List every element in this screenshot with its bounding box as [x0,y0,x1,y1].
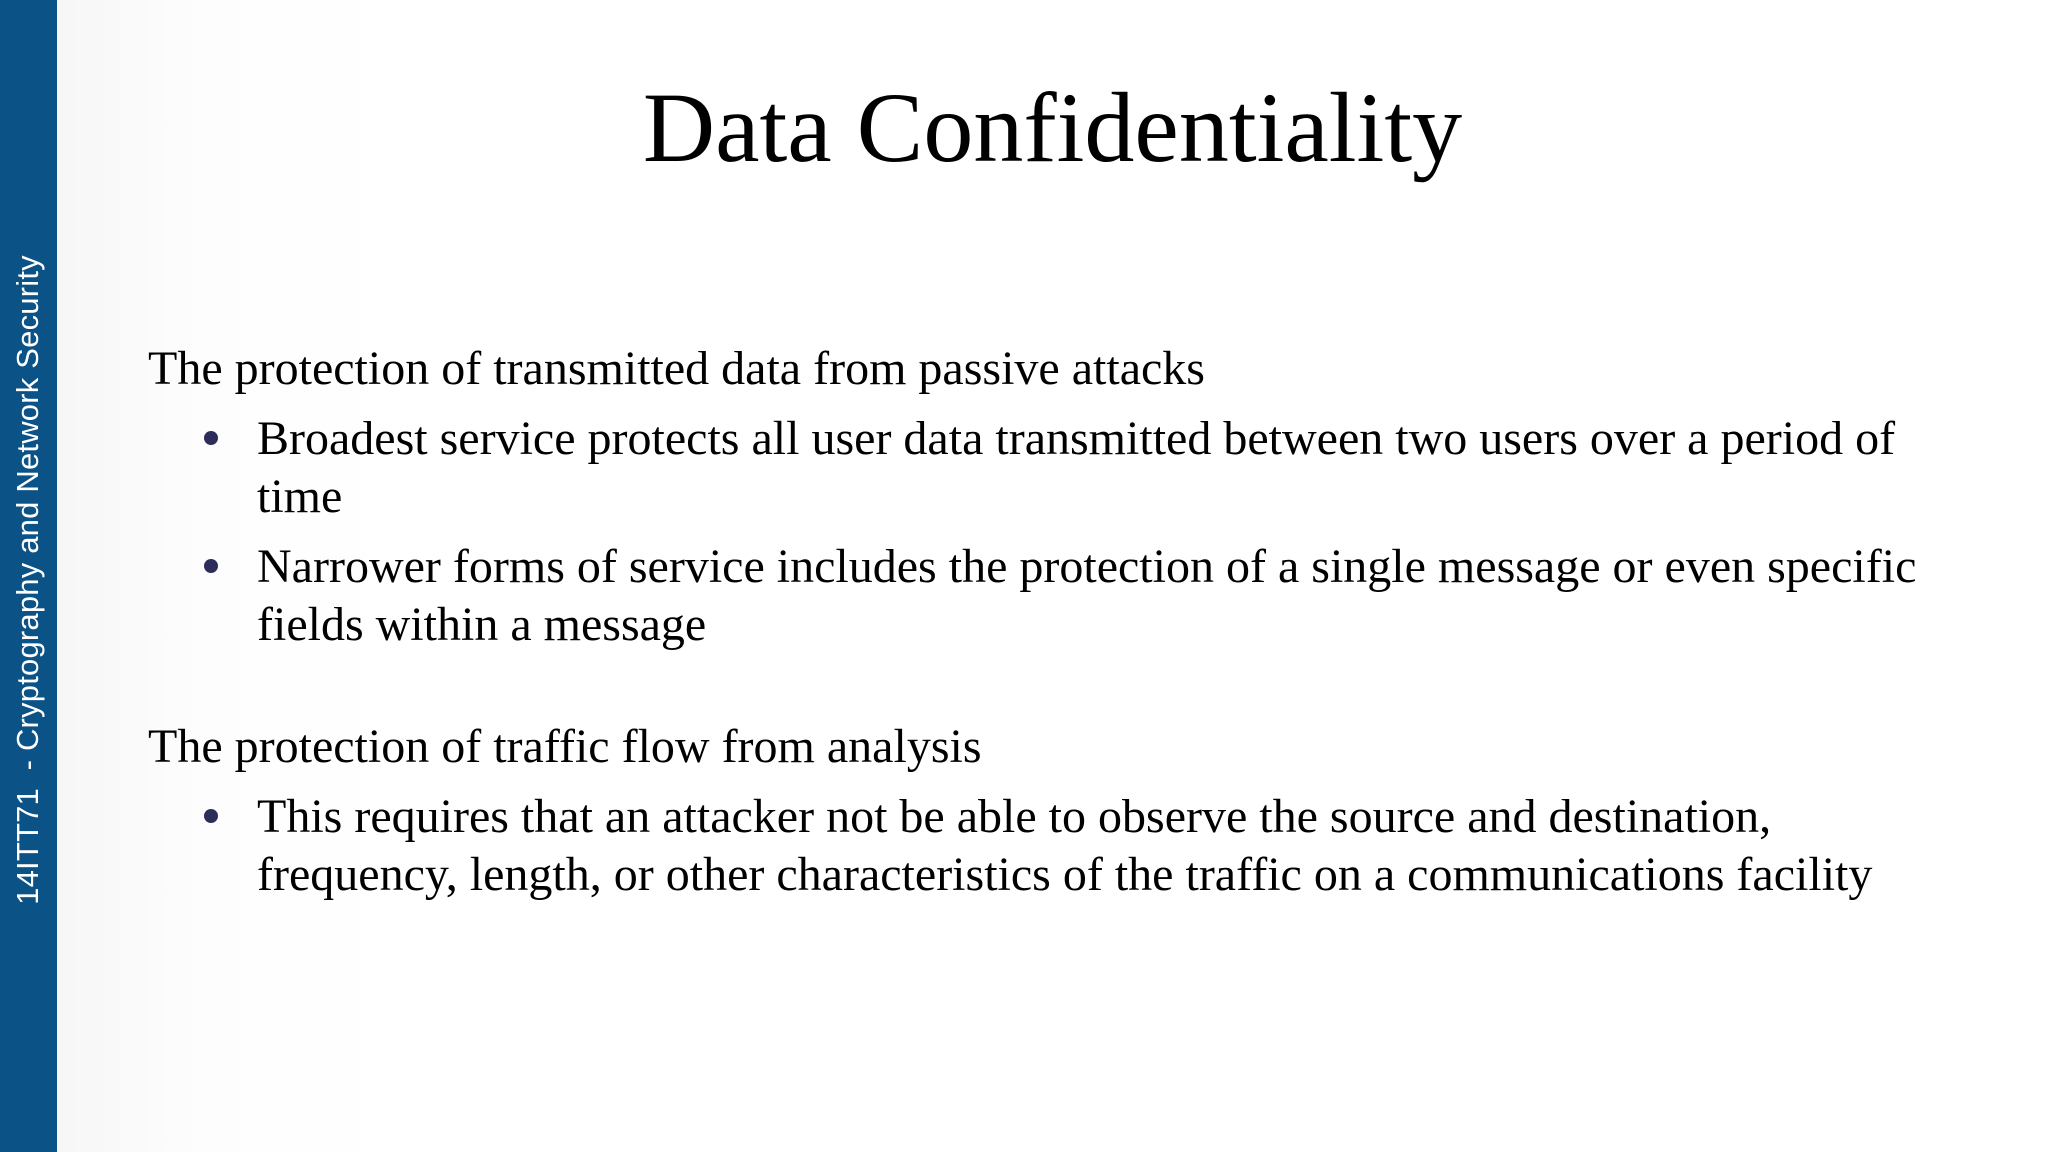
section-heading: The protection of transmitted data from passive attacks [148,342,1205,395]
bullet-item [148,410,1928,526]
bullet-text: Broadest service protects all user data transmitted between two users over a period of time [257,412,1896,523]
bullet-list [148,410,1928,654]
section-heading: The protection of traffic flow from analysis [148,720,982,773]
slide-title: Data Confidentiality [642,72,1463,183]
bullet-dot-icon [204,559,218,573]
bullet-dot-icon [204,809,218,823]
bullet-list [148,788,1928,904]
sidebar-band [0,0,57,1152]
bullet-text: Narrower forms of service includes the protection of a single message or even specific fields within a message [257,540,1917,651]
course-label: 14ITT71 - Cryptography and Network Security [10,255,45,905]
bullet-dot-icon [204,431,218,445]
bullet-item [148,788,1928,904]
bullet-text: This requires that an attacker not be able to observe the source and destination, frequency, length, or other characteristics of the traffic on a communications facility [257,790,1873,901]
bullet-item [148,538,1928,654]
slide-content [148,340,1928,916]
